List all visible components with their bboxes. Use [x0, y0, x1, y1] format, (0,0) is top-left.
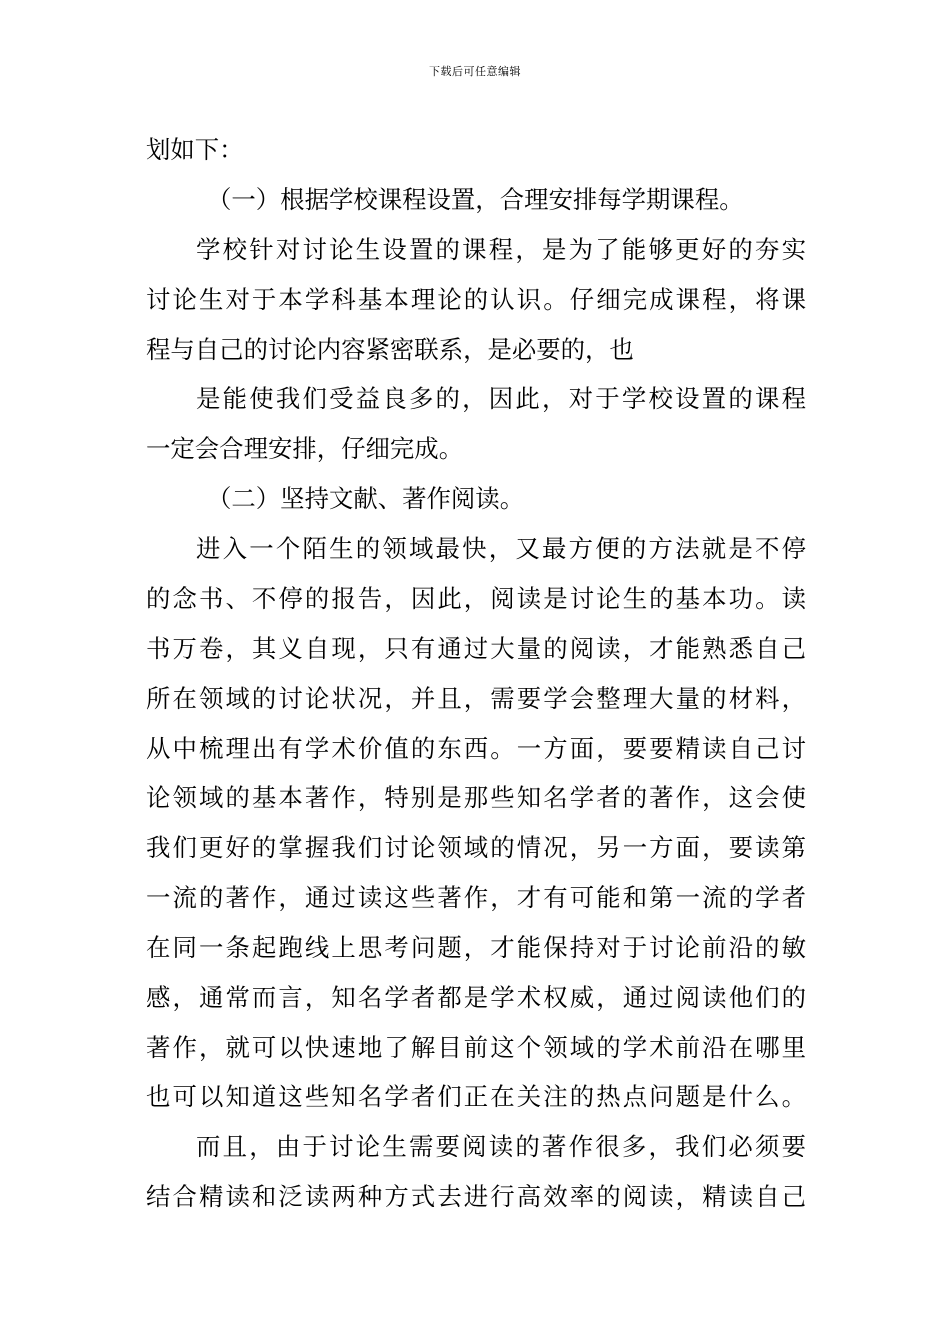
- text-line: 也可以知道这些知名学者们正在关注的热点问题是什么。: [146, 1082, 806, 1111]
- text-line: 程与自己的讨论内容紧密联系，是必要的，也: [146, 335, 634, 364]
- text-line: 论领域的基本著作，特别是那些知名学者的著作，这会使: [146, 783, 806, 812]
- text-line: 感，通常而言，知名学者都是学术权威，通过阅读他们的: [146, 983, 806, 1012]
- text-line: 从中梳理出有学术价值的东西。一方面，要要精读自己讨: [146, 734, 806, 763]
- text-line: 书万卷，其义自现，只有通过大量的阅读，才能熟悉自己: [146, 634, 806, 663]
- text-line: 进入一个陌生的领域最快，又最方便的方法就是不停: [196, 534, 806, 563]
- text-line: 一流的著作，通过读这些著作，才有可能和第一流的学者: [146, 883, 806, 912]
- text-line: 的念书、不停的报告，因此，阅读是讨论生的基本功。读: [146, 584, 806, 613]
- text-line: 所在领域的讨论状况，并且，需要学会整理大量的材料，: [146, 684, 806, 713]
- text-line: 学校针对讨论生设置的课程，是为了能够更好的夯实: [196, 235, 806, 264]
- text-line: 一定会合理安排，仔细完成。: [146, 434, 464, 463]
- text-line: 而且，由于讨论生需要阅读的著作很多，我们必须要: [196, 1132, 806, 1161]
- text-line: 著作，就可以快速地了解目前这个领域的学术前沿在哪里: [146, 1033, 806, 1062]
- text-line: 结合精读和泛读两种方式去进行高效率的阅读，精读自己: [146, 1182, 806, 1211]
- text-line: 讨论生对于本学科基本理论的认识。仔细完成课程，将课: [146, 285, 806, 314]
- text-line: 在同一条起跑线上思考问题，才能保持对于讨论前沿的敏: [146, 933, 806, 962]
- section-heading: （一）根据学校课程设置，合理安排每学期课程。: [207, 185, 744, 214]
- text-line: 我们更好的掌握我们讨论领域的情况，另一方面，要读第: [146, 833, 806, 862]
- text-line: 划如下：: [146, 135, 244, 164]
- text-line: 是能使我们受益良多的，因此，对于学校设置的课程: [196, 384, 806, 413]
- section-heading: （二）坚持文献、著作阅读。: [207, 484, 525, 513]
- page-header: 下载后可任意编辑: [429, 65, 521, 78]
